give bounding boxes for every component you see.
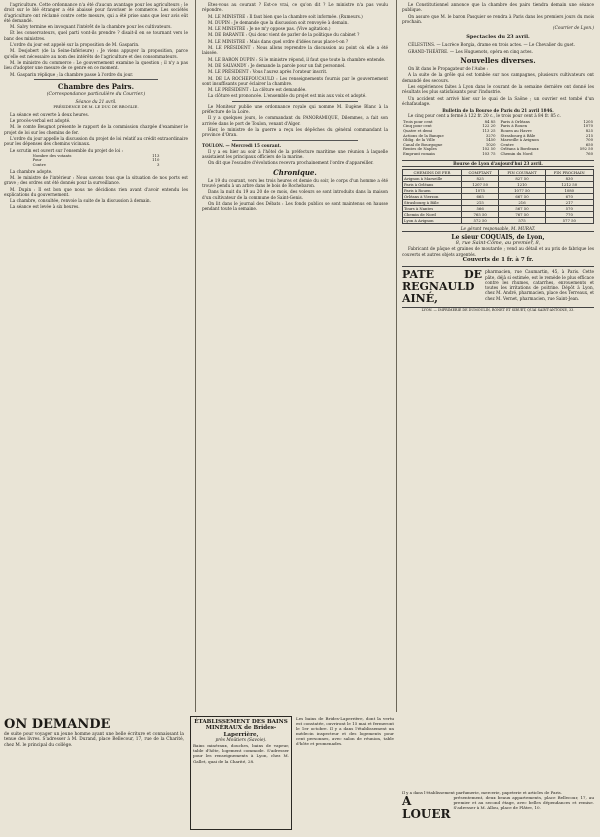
cell-name: Paris à Rouen xyxy=(500,124,528,129)
section-divider xyxy=(232,101,358,102)
cell-value: 215 xyxy=(585,133,593,138)
cell-name: Canal de Bourgogne xyxy=(403,142,443,147)
cell-name: Paris à Rouen xyxy=(403,187,462,193)
paragraph: M. LE PRÉSIDENT : Nous allons reprendre la discussion au point où elle a été laissée. xyxy=(202,45,388,56)
cell-name: Orléans à Bordeaux xyxy=(500,147,539,152)
paragraph: M. le ministre de l'intérieur : Nous savons tous que la situation de nos ports est grave ; des ordres ont été donnés pour la surveillance. xyxy=(4,174,188,186)
couverts-line: Couverts de 1 fr. à 7 fr. xyxy=(462,256,534,263)
cell-value: 1080 xyxy=(545,187,593,193)
section-heading: Spectacles du 23 avril. xyxy=(466,34,530,41)
paragraph: M. DE SALVANDY : Je demande la parole pour un fait personnel. xyxy=(208,62,346,68)
ad-subtitle: près Moûtiers (Savoie). xyxy=(215,738,267,744)
section-subheading: (Correspondance particulière du Courrier.) xyxy=(46,91,146,97)
funds-table xyxy=(402,120,497,157)
paragraph: Fabricant de pâque et graines de moutarde ; vend au détail et au prix de fabrique les couverts et autres objets argentés. xyxy=(402,246,594,257)
pate-ad-text: pharmacien, rue Caumartin, 45, à Paris. Cette pâte, déjà si estimée, est le remède le plus efficace contre les rhumes, catarrhes, enrouements et toutes les irritations de poitrine. Dépôt à Lyon, chez M. André, pharmacien, place des Terreaux, et chez M. Vernet, pharmacien, rue Saint-Jean. xyxy=(485,269,594,301)
cell-value: 1070 xyxy=(583,124,593,129)
paragraph: On assure que M. le baron Pasquier se rendra à Paris dans les premiers jours du mois prochain. xyxy=(402,13,594,24)
paragraph: Le Moniteur publie une ordonnance royale qui nomme M. Eugène Blanc à la préfecture de la Loire. xyxy=(202,103,388,115)
ad-saison: Les bains de Brides-Laperrière, dont la vertu est constatée, ouvriront le 15 mai et fermeront le 1er octobre. Il y a dans l'établissement un médecin inspecteur et des logements pour cent personnes, avec salon de réunion, table d'hôte et promenades. xyxy=(296,716,394,747)
cell-value: 572 50 xyxy=(461,217,499,223)
paragraph: M. le ministre du commerce : Le gouvernement examine la question ; il n'y a pas lieu d'adopter une mesure de ce genre en ce moment. xyxy=(4,59,188,71)
paragraph: M. Desjobert (de la Seine-Inférieure) : Je viens appuyer la proposition, parce qu'elle est nécessaire au nom des intérêts de l'agriculture et des consommateurs. xyxy=(4,48,188,59)
section-heading: Chronique. xyxy=(273,167,317,177)
paragraph: M. DE LA ROCHEFOUCAULD : Les renseignements fournis par le gouvernement sont insuffisants pour éclairer la chambre. xyxy=(202,75,388,86)
cell-value: 1210 xyxy=(499,181,545,187)
section-divider xyxy=(34,79,158,80)
cell-name: Actions de la Banque xyxy=(403,133,444,138)
cell-name: Rentes de Naples xyxy=(403,147,437,152)
cell-name: Paris à Orléans xyxy=(500,119,530,124)
cell-name: Chemin du Nord xyxy=(500,151,533,156)
paragraph: Etes-vous au courant ? Est-ce vrai, ce qu'on dit ? Le ministre n'a pas voulu répondre. xyxy=(202,2,388,13)
paragraph: Il y a quelques jours, le commandant du PANORAMIQUE, Dilemmes, a fait son arrivée dans le port de Toulon, venant d'Alger. xyxy=(202,115,388,126)
cell-value: 1020 xyxy=(485,142,496,147)
column-right xyxy=(402,2,594,832)
cell-name: Oblig. de la Ville xyxy=(403,138,435,143)
paragraph: Hier, le ministre de la guerre a reçu les dépêches du général commandant la province d'Oran. xyxy=(202,126,388,138)
cell-value: 1450 xyxy=(485,138,496,143)
cell-value: 103 75 xyxy=(482,151,496,156)
lyon-bourse-table xyxy=(402,169,594,224)
ad-title: ÉTABLISSEMENT DES BAINS MINÉRAUX de Brides-Laperrière, xyxy=(194,719,288,738)
paragraph: Le Constitutionnel annonce que la chambre des pairs tiendra demain une séance publique. xyxy=(402,2,594,13)
intro-text xyxy=(4,2,188,77)
cell-value: 765 50 xyxy=(461,211,499,217)
paragraph: M. le comte Beugnot présente le rapport de la commission chargée d'examiner le projet de loi sur les chemins de fer. xyxy=(4,124,188,135)
paragraph: Les expériences faites à Lyon dans le courant de la semaine dernière ont donné les résultats les plus satisfaisants pour l'industrie. xyxy=(402,83,594,95)
column-header: COMPTANT xyxy=(461,169,499,175)
paragraph: On lit dans le journal des Débats : Les fonds publics se sont maintenus en hausse pendant toute la semaine. xyxy=(202,200,388,212)
ad-title: A LOUER xyxy=(402,794,451,821)
cell-value: 665 xyxy=(461,193,499,199)
cell-name: Emprunt romain xyxy=(403,151,435,156)
paragraph: Dans la nuit du 19 au 20 de ce mois, des voleurs se sont introduits dans la maison d'un cultivateur de la commune de Saint-Genis. xyxy=(202,189,388,200)
paragraph: M. DUPIN : Je demande que la discussion soit renvoyée à demain. xyxy=(208,19,349,25)
paragraph: l'agriculture. Cette ordonnance n'a été d'aucun avantage pour les agriculteurs ; le droit sur le blé étranger a été abaissé pour favoriser le commerce. Les sociétés d'agriculture ont réclamé contre cette mesure, qui a été prise sans que leur avis eût été demandé. xyxy=(4,2,188,23)
paragraph: Il y a eu hier au soir à l'hôtel de la préfecture maritime une réunion à laquelle assistaient les principaux officiers de la marine. xyxy=(202,148,388,160)
cell-value: 217 xyxy=(545,199,593,205)
table-row xyxy=(500,152,595,157)
table-row xyxy=(402,152,497,157)
paragraph: M. LE BARON DUPIN : Si le ministre répond, il faut que toute la chambre entende. xyxy=(208,56,386,62)
dateline: TOULON. — Mercredi 15 courant. xyxy=(202,142,282,148)
paragraph: M. LE MINISTRE : Je ne m'y oppose pas. (Vive agitation.) xyxy=(208,26,331,32)
cell-value: 1077 50 xyxy=(499,187,545,193)
paragraph: Le procès-verbal est adopté. xyxy=(10,118,71,124)
pate-ad xyxy=(402,266,594,305)
paragraph: A la suite de la grêle qui est tombée sur nos campagnes, plusieurs cultivateurs ont demandé des secours. xyxy=(402,72,594,83)
vote-label: Pour xyxy=(32,158,42,163)
ad-text: présentement, deux beaux appartements, place Bellecour, 17, au premier et au second étage, avec belles dépendances et remise. S'adresser à M. Allou, place de Plâtre, 10. xyxy=(453,795,594,811)
ad-on-demande xyxy=(4,718,184,830)
cell-value: 825 xyxy=(461,175,499,181)
column-header: CHEMINS DE FER xyxy=(403,169,462,175)
paragraph: Le scrutin est ouvert sur l'ensemble du projet de loi : xyxy=(10,147,123,153)
bourse-tables xyxy=(402,120,594,157)
session-president: PRÉSIDENCE DE M. LE DUC DE BROGLIE. xyxy=(53,104,139,110)
cell-value: 760 xyxy=(585,151,593,156)
cell-value: 1207 50 xyxy=(461,181,499,187)
ad-title: ON DEMANDE xyxy=(4,717,111,732)
paragraph: La chambre adopte. xyxy=(10,168,53,174)
cell-value: 825 xyxy=(585,128,593,133)
ad-a-louer xyxy=(402,790,594,832)
lyon-bourse-heading: Bourse de Lyon d'aujourd'hui 23 avril. xyxy=(402,160,594,167)
cell-name: Marseille à Avignon xyxy=(500,138,539,143)
cell-name: Cinq pour cent xyxy=(403,124,432,129)
cell-value: 215 xyxy=(461,199,499,205)
ad-text: de suite pour voyager un jeune homme ayant une belle écriture et connaissant la tenue des livres. S'adresser à M. Durand, place Bellecour, 17, rue de la Charité, chez M. le principal du collège. xyxy=(4,732,184,748)
column-rule xyxy=(396,0,397,712)
cell-value: 216 xyxy=(499,199,545,205)
cell-value: 650 xyxy=(585,142,593,147)
paragraph: M. LE MINISTRE : Il faut bien que la chambre soit informée. (Rumeurs.) xyxy=(208,13,363,19)
cell-name: Strasbourg à Bâle xyxy=(500,133,536,138)
cell-value: 830 xyxy=(545,175,593,181)
cell-name: Trois pour cent xyxy=(403,119,433,124)
ad-text: Il y a dans l'établissement parfumerie, mercerie, papeterie et articles de Paris. xyxy=(402,790,562,795)
cell-value: 592 50 xyxy=(579,147,593,152)
paragraph: On dit que l'escadre d'évolutions recevra prochainement l'ordre d'appareiller. xyxy=(208,160,374,166)
section-divider xyxy=(232,140,358,141)
cell-name: Chemin de Nord xyxy=(403,211,462,217)
cell-value: 1075 xyxy=(461,187,499,193)
vote-table xyxy=(32,154,161,168)
cell-name: Centre xyxy=(500,142,514,147)
railway-table xyxy=(500,120,595,157)
paragraph: La séance est ouverte à deux heures. xyxy=(10,111,89,117)
column-middle xyxy=(202,2,388,712)
cell-value: 566 xyxy=(461,205,499,211)
paragraph: Et les conservateurs, quel parti vont-ils prendre ? disait-il en se tournant vers le banc des ministres. xyxy=(4,30,188,41)
cell-value: 113 25 xyxy=(482,128,496,133)
vote-label: Nombre des votants xyxy=(32,153,72,158)
ad-bains xyxy=(190,716,292,830)
paragraph: La clôture est prononcée. L'ensemble du projet est mis aux voix et adopté. xyxy=(208,93,367,99)
vote-value: 113 xyxy=(152,153,160,158)
paragraph: Le 19 du courant, vers les trois heures et demie du soir, le corps d'un homme a été trouvé pendu à un arbre dans le bois de Rochebaron. xyxy=(202,177,388,189)
column-header: FIN COURANT xyxy=(499,169,545,175)
paragraph: On lit dans le Propagateur de l'Aube : xyxy=(408,66,489,72)
vote-label: Contre xyxy=(32,163,46,168)
paragraph: CÉLESTINS. — Lucrèce Borgia, drame en trois actes. — Le Chevalier du guet. xyxy=(408,42,575,48)
section-heading: Chambre des Pairs. xyxy=(57,81,135,91)
cell-value: 122 20 xyxy=(482,124,496,129)
vote-value: 110 xyxy=(152,158,160,163)
section-heading: Nouvelles diverses. xyxy=(460,56,536,66)
paragraph: La séance est levée à six heures. xyxy=(10,204,80,210)
paragraph: Le cinq pour cent a fermé à 122 fr. 20 c., le trois pour cent à 84 fr. 85 c. xyxy=(408,113,561,119)
cell-value: 770 xyxy=(545,211,593,217)
printer-line: LYON. — IMPRIMERIE DE DUMOULIN, RONET ET SIBUET, QUAI SAINT-ANTOINE, 33. xyxy=(402,307,594,313)
paragraph: M. Gasparin réplique ; la chambre passe à l'ordre du jour. xyxy=(10,71,134,77)
coquais-ad-title: Le sieur COQUAIS, de Lyon, xyxy=(451,234,545,242)
bourse-heading: Bulletin de la Bourse de Paris du 21 avril 1846. xyxy=(442,108,554,114)
ad-text: Bains minéraux, douches, bains de vapeur, table d'hôte, logement commode. S'adresser pour les renseignements à Lyon, chez M. Gallet, quai de la Charité, 28. xyxy=(193,743,289,764)
table-row xyxy=(403,217,594,223)
paragraph: M. LE PRÉSIDENT : Vous l'aurez après l'orateur inscrit. xyxy=(208,69,328,75)
paragraph: M. DE BARANTE : Qui donc vient de parler de la politique du cabinet ? xyxy=(208,32,360,38)
cell-value: 102 50 xyxy=(482,147,496,152)
paragraph: M. Salvy termine en invoquant l'intérêt de la chambre pour les cultivateurs. xyxy=(10,24,172,30)
cell-value: 84 85 xyxy=(484,119,496,124)
column-left xyxy=(4,2,188,712)
cell-value: 700 xyxy=(585,138,593,143)
column-header: FIN PROCHAIN xyxy=(545,169,593,175)
vote-value: 3 xyxy=(156,163,160,168)
cell-value: 667 50 xyxy=(499,193,545,199)
cell-name: Tours à Nantes xyxy=(403,205,462,211)
cell-name: Strasbourg à Bâle xyxy=(403,199,462,205)
cell-name: Rouen au Havre xyxy=(500,128,532,133)
pate-ad-title: PATE DE REGNAULD AINÉ, xyxy=(402,268,482,306)
cell-value: 575 xyxy=(499,217,545,223)
paragraph: Un accident est arrivé hier sur le quai de la Saône ; un ouvrier est tombé d'un échafaudage. xyxy=(402,95,594,106)
cell-value: 1212 50 xyxy=(545,181,593,187)
paragraph: GRAND-THÉÂTRE. — Les Huguenots, opéra en cinq actes. xyxy=(408,48,533,54)
vote-row xyxy=(32,163,161,168)
session-date: Séance du 21 avril. xyxy=(75,99,117,105)
cell-name: Avignon à Marseille xyxy=(403,175,462,181)
paragraph: L'ordre du jour appelle la discussion du projet de loi relatif au crédit extraordinaire pour les dépenses des chemins vicinaux. xyxy=(4,135,188,147)
gerant-line: Le gérant responsable, M. MURAT. xyxy=(402,226,594,232)
cell-value: 567 50 xyxy=(499,205,545,211)
paragraph: M. LE MINISTRE : Mais dans quel ordre d'idées nous place-t-on ? xyxy=(208,38,349,44)
cell-value: 577 50 xyxy=(545,217,593,223)
cell-value: 3270 xyxy=(485,133,496,138)
cell-name: Paris à Orléans xyxy=(403,181,462,187)
column-rule xyxy=(195,0,196,712)
cell-value: 670 xyxy=(545,193,593,199)
coquais-ad-address: 8, rue Saint-Côme, au premier, 8, xyxy=(455,240,541,247)
paragraph: M. Dupin : Il est bon que nous ne décidions rien avant d'avoir entendu les explications du gouvernement. xyxy=(4,186,188,197)
cell-value: 1205 xyxy=(583,119,593,124)
cell-name: Lyon à Avignon xyxy=(403,217,462,223)
cell-value: 570 xyxy=(545,205,593,211)
paragraph: L'ordre du jour est appelé sur la proposition de M. Gasparin. xyxy=(10,42,140,48)
cell-name: Quatre et demi xyxy=(403,128,433,133)
cell-value: 767 50 xyxy=(499,211,545,217)
cell-name: Orléans à Vierzon xyxy=(403,193,462,199)
source-credit: (Courrier de Lyon.) xyxy=(553,25,594,31)
cell-value: 827 50 xyxy=(499,175,545,181)
paragraph: La chambre, consultée, renvoie la suite de la discussion à demain. xyxy=(10,198,151,204)
paragraph: M. LE PRÉSIDENT : La clôture est demandée. xyxy=(208,87,307,93)
